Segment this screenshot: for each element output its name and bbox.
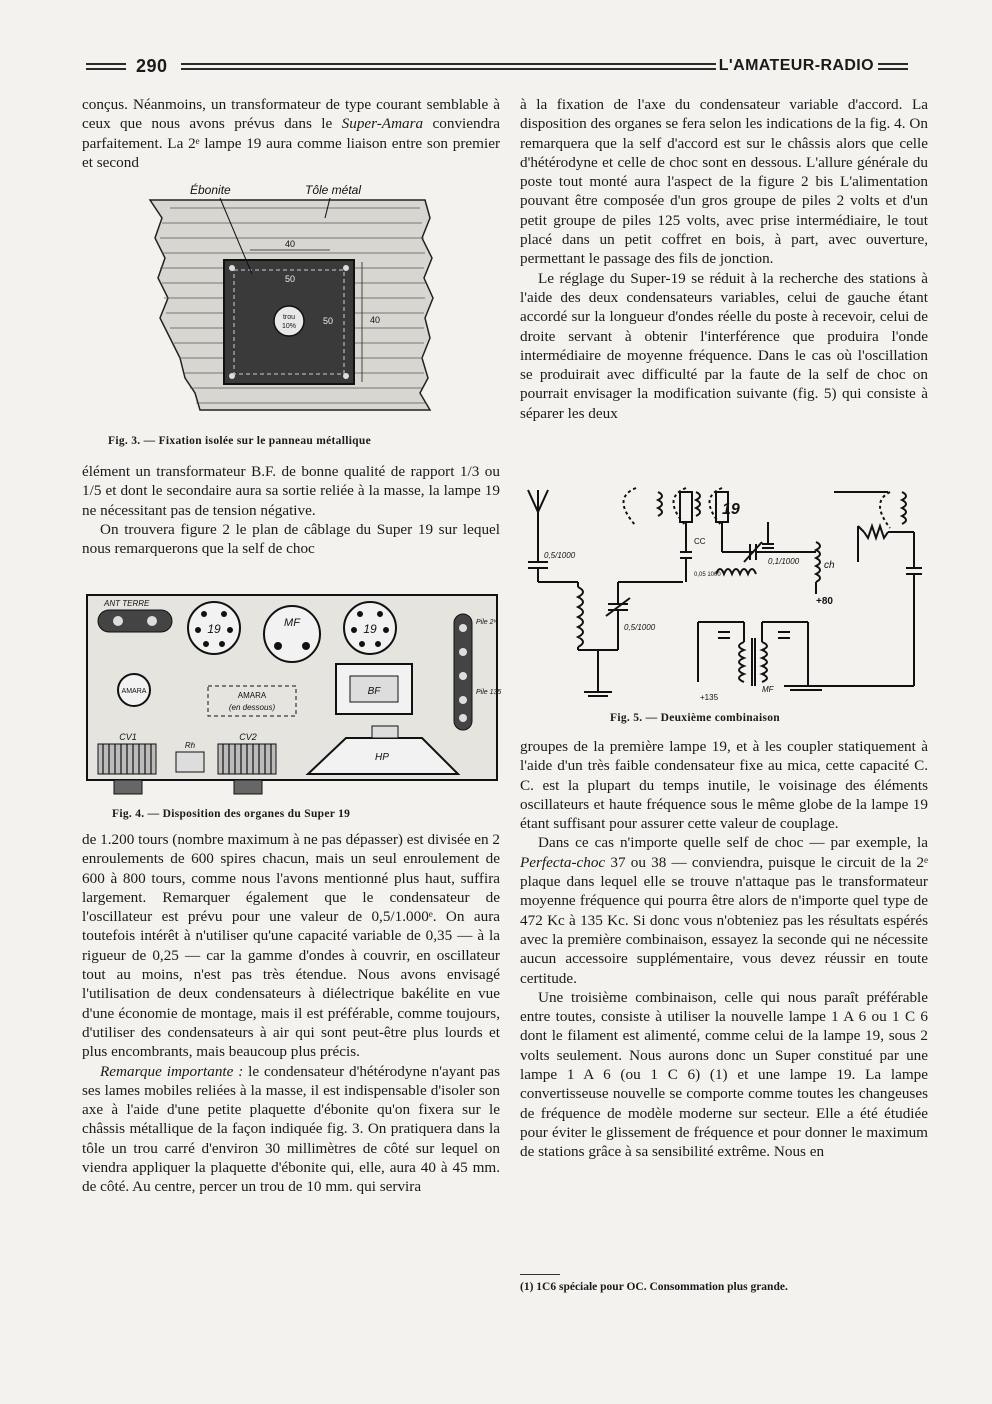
page-number: 290 — [136, 56, 168, 76]
fig4-caption: Fig. 4. — Disposition des organes du Super 19 — [112, 808, 351, 820]
fig4-hp-label: HP — [375, 752, 389, 763]
fig4-cv1-label: CV1 — [119, 732, 137, 742]
figure-5 — [518, 482, 930, 704]
figure-3 — [140, 178, 440, 428]
right-text-top — [520, 95, 928, 423]
left-text-bottom — [82, 830, 500, 1197]
right-paragraph-5: Une troisième combinaison, celle qui nous paraît préférable entre toutes, consiste à utiliser la nouvelle lampe 1 A 6 ou 1 C 6 dont le filament est alimenté, comme celui de la lampe 19, sous 2 volts seulement. Nous aurons donc un Super constitué par une lampe 1 A 6 (ou 1 C 6) (1) et une lampe 19. La lampe convertisseuse nouvelle se comporte comme toutes les changeuses de fréquence de modèle moderne sur secteur. Elle a été étudiée pour éviter le glissement de fréquence et pour donner le maximum de stations grâce à sa sensibilité extrême. Nous en — [520, 988, 928, 1161]
fig5-plus80-label: +80 — [816, 596, 833, 607]
fig5-caption: Fig. 5. — Deuxième combinaison — [610, 712, 780, 724]
fig4-tube-3-label: 19 — [363, 622, 377, 636]
right-paragraph-4: Dans ce cas n'importe quelle self de choc — par exemple, la Perfecta-choc 37 ou 38 — conviendra, puisque le circuit de la 2ᵉ plaque dans lequel elle se trouve n'attaque pas le transformateur moyenne fréquence qui pourra être alors de n'importe quel type de 472 Kc à 135 Kc. Si donc vous n'obteniez pas les résultats espérés avec la première combinaison, essayez la seconde qui ne nécessite aucun accessoire supplémentaire, vous devez réussir en toute certitude. — [520, 834, 928, 987]
left-paragraph-3: On trouvera figure 2 le plan de câblage du Super 19 sur lequel nous remarquerons que la self de choc — [82, 520, 500, 558]
fig5-c2-label: 0,5/1000 — [624, 623, 656, 632]
fig5-c1-label: 0,5/1000 — [544, 551, 576, 560]
fig3-label-tole: Tôle métal — [305, 183, 362, 197]
fig3-center-label-2: 10% — [281, 323, 297, 330]
fig4-tube-1-label: 19 — [207, 622, 221, 636]
fig3-dim-50-side: 50 — [322, 316, 334, 326]
fig5-c3-label: 0,1/1000 — [768, 557, 800, 566]
fig4-amara-label: AMARA — [121, 688, 147, 695]
header-rule-middle — [181, 63, 716, 70]
fig4-bf-label: BF — [367, 686, 381, 697]
right-paragraph-2: Le réglage du Super-19 se réduit à la recherche des stations à l'aide des deux condensateurs variables, celui de gauche étant accordé sur la longueur d'ondes réelle du poste à recevoir, celui de droite servant à obtenir l'interférence que produira l'onde intermédiaire de moyenne fréquence. Dans le cas où l'oscillation se produirait avec difficulté par la faute de la self de choc on pourrait envisager la modification suivante (fig. 5) qui consiste à séparer les deux — [520, 269, 928, 422]
fig3-dim-50-top: 50 — [284, 274, 296, 284]
header-rule-right — [878, 63, 908, 70]
page-header — [86, 56, 908, 80]
fig3-caption: Fig. 3. — Fixation isolée sur le panneau métallique — [108, 435, 371, 447]
left-text-middle — [82, 462, 500, 558]
fig4-pile-2-label: Pile 2ᵛ — [476, 619, 497, 626]
left-paragraph-5: Remarque importante : le condensateur d'hétérodyne n'ayant pas ses lames mobiles reliées à la masse, il est indispensable d'isoler son axe à l'aide d'une petite plaquette d'ébonite qu'on fixera sur le châssis métallique de la façon indiquée fig. 3. On pratiquera dans la tôle un trou carré d'environ 30 millimètres de côté sur lequel on viendra appliquer la plaquette d'ébonite qui, elle, aura 40 à 45 mm. de côté. Au centre, percer un trou de 10 mm. qui servira — [82, 1062, 500, 1196]
fig5-c05-label: 0,05 1000 — [694, 572, 721, 578]
fig4-rh-label: Rh — [184, 741, 196, 750]
figure-4 — [86, 594, 502, 806]
left-text-top — [82, 95, 500, 172]
fig4-cv2-label: CV2 — [239, 732, 257, 742]
right-text-bottom — [520, 737, 928, 1162]
fig5-ch-label: ch — [824, 560, 835, 571]
fig3-label-ebonite: Ébonite — [190, 183, 231, 197]
fig5-cc-label: CC — [694, 537, 706, 546]
fig5-plus135-label: +135 — [700, 693, 719, 702]
fig4-amara-box-2: (en dessous) — [228, 703, 276, 712]
right-paragraph-1: à la fixation de l'axe du condensateur variable d'accord. La disposition des organes se fera selon les indications de la fig. 4. On remarquera que la self d'accord est sur le châssis alors que celle d'hétérodyne et celle de choc sont en dessous. L'allure générale du poste tout monté aura l'aspect de la figure 2 bis L'alimentation pouvant être composée d'un gros groupe de piles 2 volts et d'un petit groupe de piles 125 volts, avec prise intermédiaire, le tout placé dans un petit coffret en bois, à part, avec ouverture, permettant le passage des fils de jonction. — [520, 96, 928, 268]
footnote: (1) 1C6 spéciale pour OC. Consommation plus grande. — [520, 1281, 788, 1293]
fig3-dim-40-top: 40 — [284, 239, 296, 249]
fig5-tube-label: 19 — [722, 501, 740, 518]
left-paragraph-1: conçus. Néanmoins, un transformateur de type courant semblable à ceux que nous avons prévus dans le Super-Amara conviendra parfaitement. La 2ᵉ lampe 19 aura comme liaison entre son premier et second — [82, 96, 500, 171]
fig4-tube-mf-label: MF — [284, 617, 300, 629]
fig4-ant-terre: ANT TERRE — [104, 599, 150, 608]
fig3-dim-40-side: 40 — [370, 315, 381, 325]
fig5-mf-label: MF — [762, 685, 774, 694]
header-rule-left — [86, 63, 126, 70]
left-paragraph-4: de 1.200 tours (nombre maximum à ne pas dépasser) est divisée en 2 enroulements de 600 spires chacun, mais un seul enroulement de 600 à 800 tours, comme nous l'avons mentionné plus haut, suffira largement. Remarquer également que le condensateur de l'oscillateur est prévu pour une valeur de 0,5/1.000ᵉ. On aura toutefois intérêt à n'utiliser qu'une capacité variable de 0,35 — à la rigueur de 0,25 — car la gamme d'ondes à couvrir, en oscillateur tout au moins, n'est pas très étendue. Nous avons envisagé l'utilisation de deux condensateurs à diélectrique bakélite en vue d'une économie de montage, mais il est préférable, comme toujours, d'utiliser des condensateurs à air qui sont peut-être plus lourds et plus encombrants, mais beaucoup plus précis. — [82, 831, 500, 1061]
right-paragraph-3: groupes de la première lampe 19, et à les coupler statiquement à l'aide d'un très faible condensateur fixe au mica, cette capacité C. C. est la plupart du temps inutile, le voisinage des éléments oscillateurs et haute fréquence sous le même globe de la lampe 19 étant suffisant pour assurer cette valeur de couplage. — [520, 738, 928, 833]
fig3-center-label-1: trou — [282, 314, 296, 321]
fig4-amara-box-1: AMARA — [237, 691, 267, 700]
journal-title: L'AMATEUR-RADIO — [718, 57, 874, 74]
left-paragraph-2: élément un transformateur B.F. de bonne qualité de rapport 1/3 ou 1/5 et dont le secondaire aura sa sortie reliée à la masse, la lampe 19 ne nécessitant pas de tension négative. — [82, 463, 500, 519]
fig4-pile-135-label: Pile 135 — [476, 689, 502, 696]
footnote-rule — [520, 1274, 560, 1275]
